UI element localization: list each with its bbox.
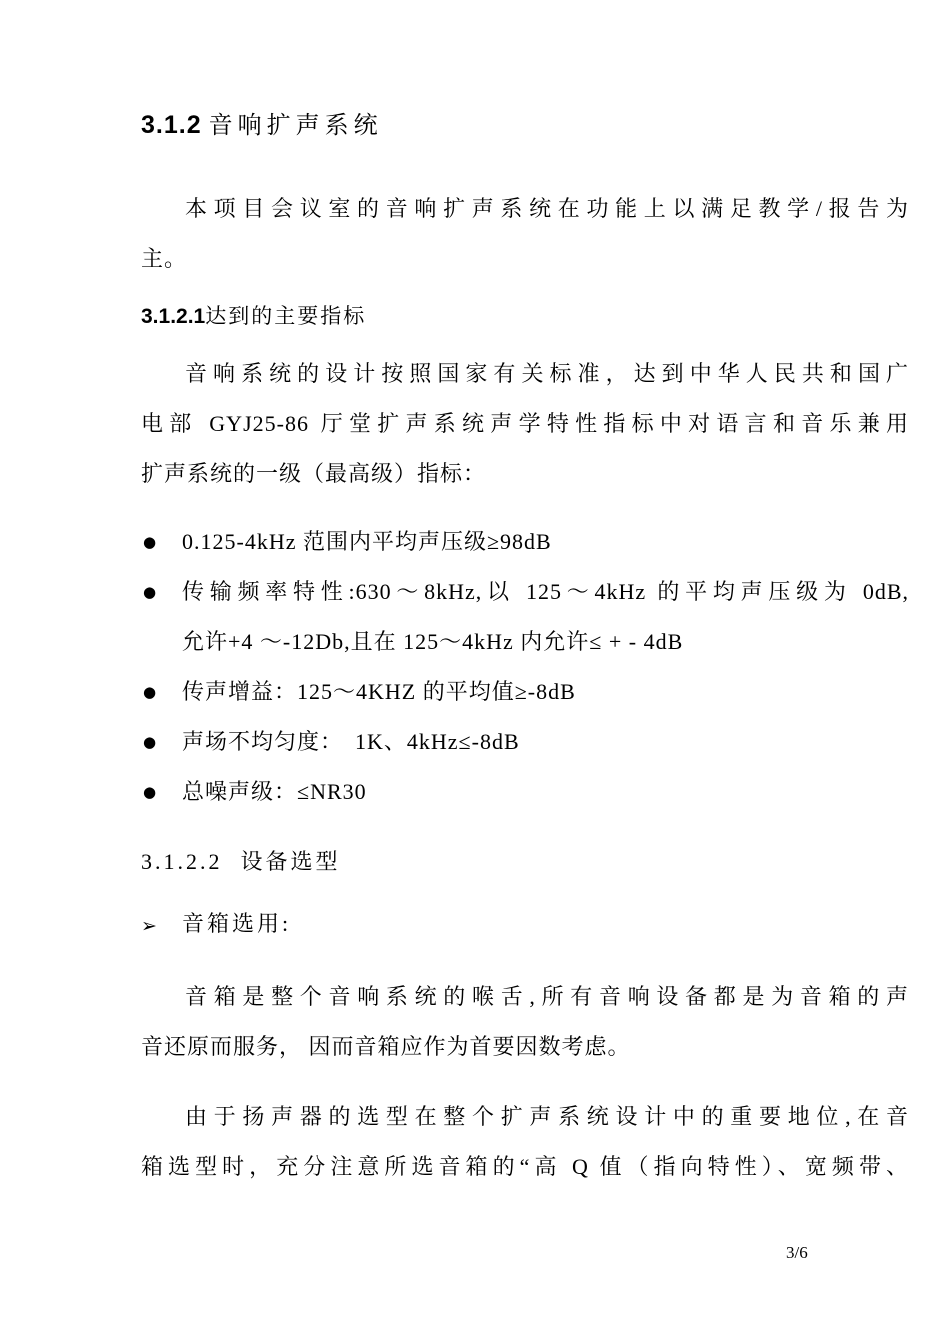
text-line: 传输频率特性:630～8kHz,以 125～4kHz 的平均声压级为 0dB, (182, 579, 909, 604)
list-item-gain (141, 667, 909, 717)
text-line: 音还原而服务， 因而音箱应作为首要因数考虑。 (141, 1034, 631, 1059)
list-item-spl (141, 517, 909, 567)
speaker-selection-label: 音箱选用: (182, 911, 292, 936)
bullet-icon: ● (143, 583, 157, 601)
bullet-icon: ● (143, 533, 157, 551)
list-item-noise-level (141, 767, 909, 817)
text-line: 音箱是整个音响系统的喉舌,所有音响设备都是为音箱的声 (185, 984, 909, 1009)
heading-title: 音响扩声系统 (208, 113, 383, 139)
list-item-frequency-response (141, 567, 909, 667)
paragraph-standard (141, 349, 909, 499)
heading-3-1-2-1 (141, 301, 909, 334)
text-line: 声场不均匀度： 1K、4kHz≤-8dB (182, 729, 520, 754)
text-line: 主。 (141, 246, 188, 271)
text-line: 音响系统的设计按照国家有关标准，达到中华人民共和国广 (185, 361, 909, 386)
speaker-selection-item (141, 908, 909, 940)
page-number: 3/6 (786, 1243, 808, 1262)
text-line: 传声增益：125～4KHZ 的平均值≥-8dB (182, 679, 576, 704)
text-line: 扩声系统的一级（最高级）指标： (141, 461, 487, 486)
text-line: 本项目会议室的音响扩声系统在功能上以满足教学/报告为 (185, 196, 909, 221)
heading-3-1-2 (141, 108, 909, 146)
bullet-icon: ● (143, 783, 157, 801)
paragraph-speaker-selection (141, 1092, 909, 1192)
arrow-bullet-icon: ➢ (141, 915, 157, 937)
text-line: 总噪声级：≤NR30 (182, 779, 367, 804)
heading-title: 达到的主要指标 (205, 304, 367, 328)
list-item-field-uniformity (141, 717, 909, 767)
heading-3-1-2-2 (141, 847, 909, 877)
text-line: 电部 GYJ25-86 厅堂扩声系统声学特性指标中对语言和音乐兼用 (141, 411, 909, 436)
paragraph-intro (141, 184, 909, 284)
heading-number: 3.1.2.2 (141, 849, 223, 874)
text-line: 允许+4 ～-12Db,且在 125～4kHz 内允许≤ + - 4dB (182, 629, 684, 654)
heading-number: 3.1.2 (141, 111, 202, 139)
bullet-icon: ● (143, 733, 157, 751)
text-line: 0.125-4kHz 范围内平均声压级≥98dB (182, 529, 552, 554)
spec-bullet-list (141, 517, 909, 817)
text-line: 箱选型时，充分注意所选音箱的“高 Q 值（指向特性）、宽频带、 (141, 1154, 909, 1179)
heading-number: 3.1.2.1 (141, 305, 206, 328)
bullet-icon: ● (143, 683, 157, 701)
paragraph-speaker-importance (141, 972, 909, 1072)
heading-title: 设备选型 (240, 849, 341, 874)
text-line: 由于扬声器的选型在整个扩声系统设计中的重要地位,在音 (185, 1104, 909, 1129)
